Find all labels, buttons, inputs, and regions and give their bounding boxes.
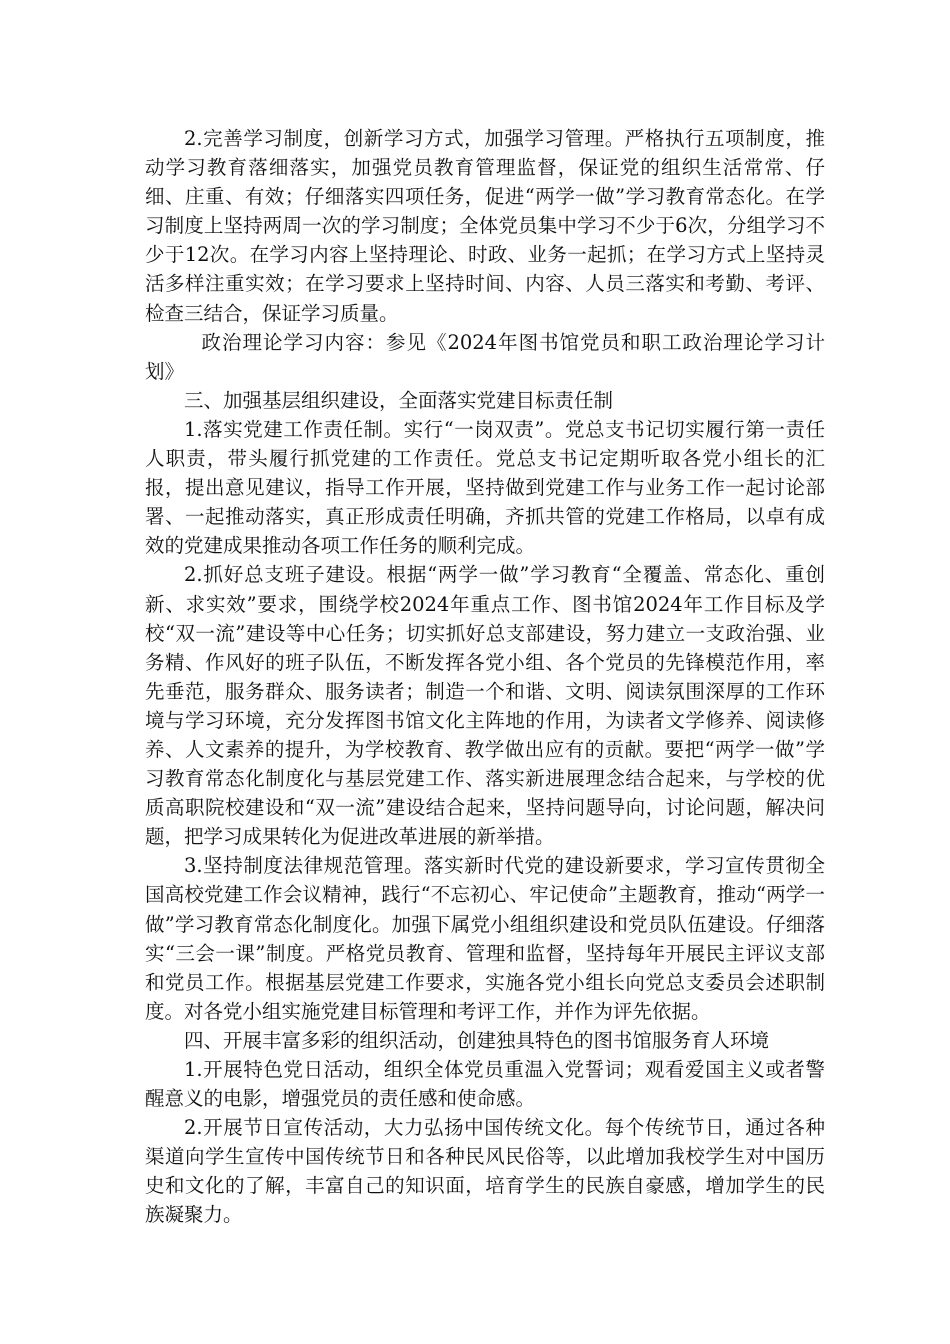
section-heading-3: 三、加强基层组织建设，全面落实党建目标责任制 <box>184 388 614 412</box>
document-body <box>145 124 825 1230</box>
paragraph-regulation: 3.坚持制度法律规范管理。落实新时代党的建设新要求，学习宣传贯彻全国高校党建工作会议精神，践行“不忘初心、牢记使命”主题教育，推动“两学一做”学习教育常态化制度化。加强下属党小组组织建设和党员队伍建设。仔细落实“三会一课”制度。严格党员教育、管理和监督，坚持每年开展民主评议支部和党员工作。根据基层党建工作要求，实施各党小组长向党总支委员会述职制度。对各党小组实施党建目标管理和考评工作，并作为评先依据。 <box>145 854 825 1023</box>
paragraph-team-building: 2.抓好总支班子建设。根据“两学一做”学习教育“全覆盖、常态化、重创新、求实效”要求，围绕学校2024年重点工作、图书馆2024年工作目标及学校“双一流”建设等中心任务；切实抓好总支部建设，努力建立一支政治强、业务精、作风好的班子队伍，不断发挥各党小组、各个党员的先锋模范作用，率先垂范，服务群众、服务读者；制造一个和谐、文明、阅读氛围深厚的工作环境与学习环境，充分发挥图书馆文化主阵地的作用，为读者文学修养、阅读修养、人文素养的提升，为学校教育、教学做出应有的贡献。要把“两学一做”学习教育常态化制度化与基层党建工作、落实新进展理念结合起来，与学校的优质高职院校建设和“双一流”建设结合起来，坚持问题导向，讨论问题，解决问题，把学习成果转化为促进改革进展的新举措。 <box>145 563 825 849</box>
paragraph-festival: 2.开展节日宣传活动，大力弘扬中国传统文化。每个传统节日，通过各种渠道向学生宣传中国传统节日和各种民风民俗等，以此增加我校学生对中国历史和文化的了解，丰富自己的知识面，培育学生的民族自豪感，增加学生的民族凝聚力。 <box>145 1116 825 1227</box>
section-heading-4: 四、开展丰富多彩的组织活动，创建独具特色的图书馆服务育人环境 <box>184 1028 770 1052</box>
paragraph-theory-content: 政治理论学习内容：参见《2024年图书馆党员和职工政治理论学习计划》 <box>145 330 825 383</box>
paragraph-study-system: 2.完善学习制度，创新学习方式，加强学习管理。严格执行五项制度，推动学习教育落细落实，加强党员教育管理监督，保证党的组织生活常常、仔细、庄重、有效；仔细落实四项任务，促进“两学一做”学习教育常态化。在学习制度上坚持两周一次的学习制度；全体党员集中学习不少于6次，分组学习不少于12次。在学习内容上坚持理论、时政、业务一起抓；在学习方式上坚持灵活多样注重实效；在学习要求上坚持时间、内容、人员三落实和考勤、考评、检查三结合，保证学习质量。 <box>145 127 825 325</box>
paragraph-responsibility: 1.落实党建工作责任制。实行“一岗双责”。党总支书记切实履行第一责任人职责，带头履行抓党建的工作责任。党总支书记定期听取各党小组长的汇报，提出意见建议，指导工作开展，坚持做到党建工作与业务工作一起讨论部署、一起推动落实，真正形成责任明确，齐抓共管的党建工作格局，以卓有成效的党建成果推动各项工作任务的顺利完成。 <box>145 417 825 558</box>
paragraph-party-day: 1.开展特色党日活动，组织全体党员重温入党誓词；观看爱国主义或者警醒意义的电影，增强党员的责任感和使命感。 <box>145 1058 825 1111</box>
